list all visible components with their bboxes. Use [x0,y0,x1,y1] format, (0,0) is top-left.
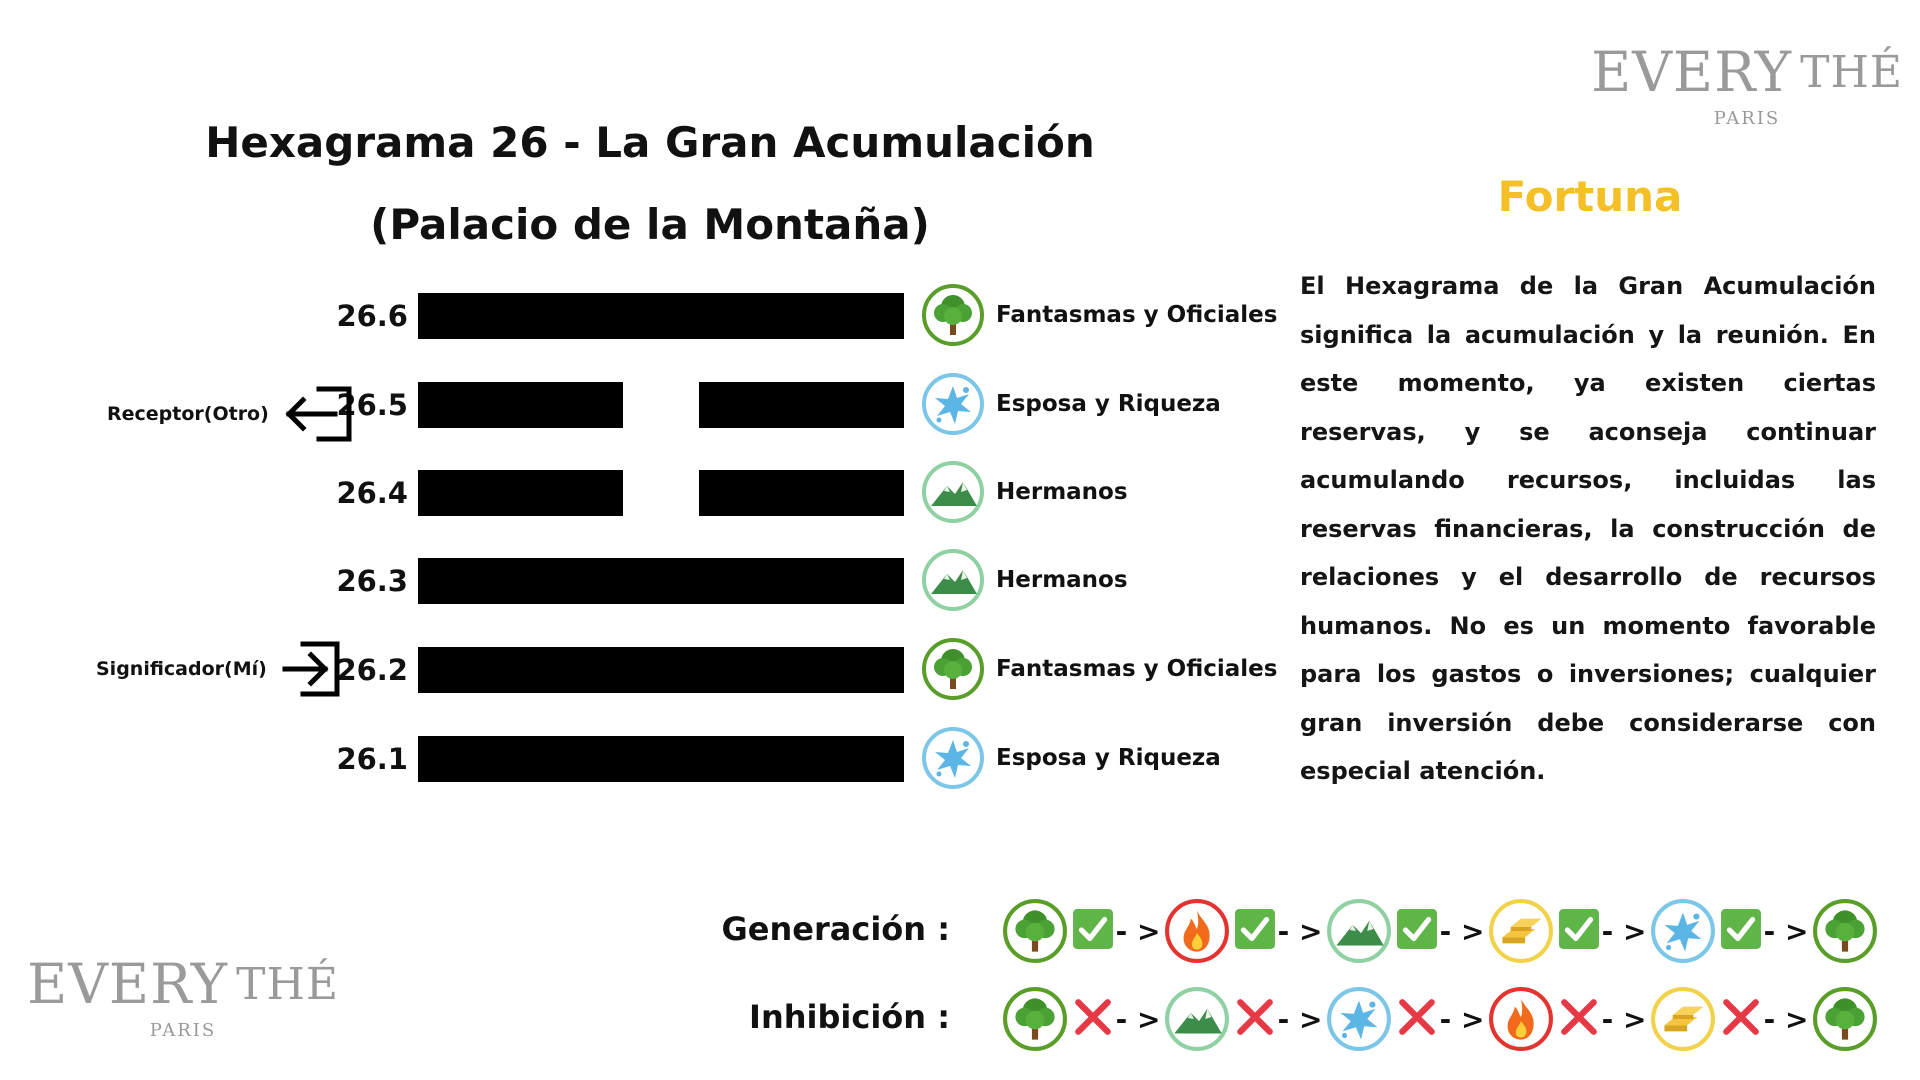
cross-icon [1720,996,1762,1042]
yang-bar [418,558,904,604]
cycle-connector [1392,996,1488,1042]
yang-bar [418,293,904,339]
wood-element-icon [1002,898,1068,964]
relation-label: Esposa y Riqueza [996,391,1221,417]
brand-name-part1: EVERY [1591,40,1793,104]
brand-location: PARIS [1713,108,1781,129]
wood-element-icon [1812,898,1878,964]
fortune-title: Fortuna [1497,172,1683,221]
receptor-marker [107,385,355,443]
line-number: 26.3 [336,564,408,598]
relation-label: Hermanos [996,479,1128,505]
cycle-connector [1068,996,1164,1042]
hexagram-line [0,293,1278,339]
hexagram-line [0,558,1270,604]
relation-label: Esposa y Riqueza [996,745,1221,771]
cross-icon [1234,996,1276,1042]
cross-icon [1396,996,1438,1042]
earth-element-icon [1326,898,1392,964]
check-icon [1396,908,1438,954]
generation-cycle [1002,898,1878,964]
inhibition-cycle [1002,986,1878,1052]
metal-element-icon [1488,898,1554,964]
brand-logo-top [1591,40,1903,129]
line-number: 26.1 [336,742,408,776]
cycle-connector [1554,996,1650,1042]
hexagram-line [0,470,1270,516]
cycle-connector [1716,908,1812,954]
yang-bar [418,647,904,693]
hexagram-title: Hexagrama 26 - La Gran Acumulación [205,118,1095,167]
cycle-connector [1068,908,1164,954]
check-icon [1072,908,1114,954]
cycle-connector [1230,996,1326,1042]
arrow-text: - > [1115,1002,1161,1036]
arrow-text: - > [1601,1002,1647,1036]
relation-label: Fantasmas y Oficiales [996,656,1278,682]
yin-bar-segment [418,382,623,428]
yin-bar-segment [699,470,904,516]
cross-icon [1072,996,1114,1042]
line-number: 26.2 [336,653,408,687]
wood-element-icon [1812,986,1878,1052]
line-number: 26.4 [336,476,408,510]
enter-arrow-right-icon [281,640,353,698]
significador-marker [96,640,353,698]
exit-arrow-left-icon [283,385,355,443]
brand-name-part2: THÉ [236,958,339,1010]
earth-element-icon [1164,986,1230,1052]
cycle-connector [1554,908,1650,954]
metal-element-icon [1650,986,1716,1052]
relation-label: Hermanos [996,567,1128,593]
yin-bar-segment [418,470,623,516]
line-number: 26.5 [336,388,408,422]
arrow-text: - > [1763,1002,1809,1036]
receptor-label: Receptor(Otro) [107,403,269,425]
wood-element-icon [1002,986,1068,1052]
wood-element-icon [921,283,985,347]
water-element-icon [1326,986,1392,1052]
cycle-connector [1392,908,1488,954]
brand-logo-bottom [27,952,339,1041]
fortune-text: El Hexagrama de la Gran Acumulación significa la acumulación y la reunión. En este momento, ya existen ciertas reservas, y se aconseja continuar acumulando recursos, incluidas las reservas financieras, la construcción de relaciones y el desarrollo de recursos humanos. No es un momento favorable para los gastos o inversiones; cualquier gran inversión debe considerarse con especial atención. [1300,272,1876,785]
earth-element-icon [921,548,985,612]
water-element-icon [921,726,985,790]
significador-label: Significador(Mí) [96,658,267,680]
brand-location: PARIS [149,1020,217,1041]
earth-element-icon [921,460,985,524]
check-icon [1234,908,1276,954]
hexagram-subtitle: (Palacio de la Montaña) [370,200,930,249]
water-element-icon [1650,898,1716,964]
brand-name-part1: EVERY [27,952,229,1016]
fire-element-icon [1488,986,1554,1052]
wood-element-icon [921,637,985,701]
yang-bar [418,736,904,782]
check-icon [1558,908,1600,954]
cross-icon [1558,996,1600,1042]
brand-name-part2: THÉ [1800,46,1903,98]
arrow-text: - > [1277,914,1323,948]
generation-label: Generación : [721,910,950,948]
fire-element-icon [1164,898,1230,964]
hexagram-line [0,736,1270,782]
relation-label: Fantasmas y Oficiales [996,302,1278,328]
arrow-text: - > [1601,914,1647,948]
inhibition-label: Inhibición : [749,998,950,1036]
cycle-connector [1230,908,1326,954]
arrow-text: - > [1439,914,1485,948]
cycle-connector [1716,996,1812,1042]
arrow-text: - > [1763,914,1809,948]
arrow-text: - > [1115,914,1161,948]
check-icon [1720,908,1762,954]
yin-bar-segment [699,382,904,428]
arrow-text: - > [1439,1002,1485,1036]
line-number: 26.6 [336,299,408,333]
arrow-text: - > [1277,1002,1323,1036]
water-element-icon [921,372,985,436]
